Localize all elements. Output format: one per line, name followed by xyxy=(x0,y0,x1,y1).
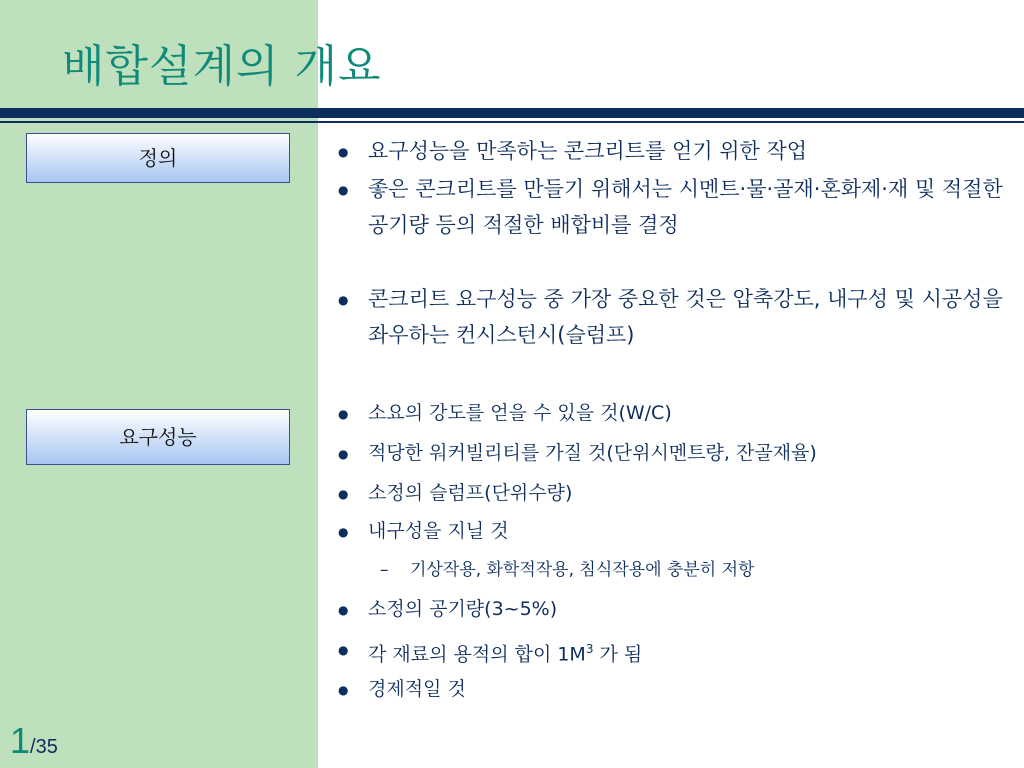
definition-bullet xyxy=(336,133,1016,169)
requirement-bullet-text: 소정의 공기량(3~5%) xyxy=(368,598,558,620)
requirement-bullet xyxy=(336,635,1016,668)
bullet-dot-icon: ● xyxy=(338,525,349,539)
requirement-bullet xyxy=(336,595,1016,623)
requirement-bullet-text: 경제적일 것 xyxy=(368,678,466,700)
requirement-bullet-text: 소정의 슬럼프(단위수량) xyxy=(368,482,573,504)
dash-icon: – xyxy=(380,560,389,580)
definition-bullet xyxy=(336,171,1016,243)
requirement-bullet xyxy=(336,517,1016,545)
sub-bullet xyxy=(380,557,980,583)
requirement-bullet-text: 적당한 워커빌리티를 가질 것(단위시멘트량, 잔골재율) xyxy=(368,442,817,464)
page-total: /35 xyxy=(30,736,58,758)
definition-bullet-text: 좋은 콘크리트를 만들기 위해서는 시멘트·물·골재·혼화제·재 및 적절한 공기량 등의 적절한 배합비를 결정 xyxy=(368,177,1003,237)
definition-bullet-text: 요구성능을 만족하는 콘크리트를 얻기 위한 작업 xyxy=(368,139,808,163)
bullet-dot-icon: ● xyxy=(338,407,349,421)
page-current: 1 xyxy=(10,720,31,761)
superscript-three: 3 xyxy=(585,642,594,656)
requirement-bullet-text: 내구성을 지닐 것 xyxy=(368,520,509,542)
bullet-dot-icon: ● xyxy=(338,603,349,617)
requirement-label-box: 요구성능 xyxy=(26,409,290,465)
slide-title: 배합설계의 개요 xyxy=(62,41,382,92)
page-number xyxy=(10,720,58,762)
volume-suffix: 가 됨 xyxy=(593,643,643,666)
definition-bullet xyxy=(336,281,1016,353)
volume-text: 각 재료의 용적의 합이 1M xyxy=(368,643,586,666)
requirement-bullet-text xyxy=(368,635,642,668)
bullet-dot-icon: ● xyxy=(338,145,349,159)
requirement-bullet-text: 소요의 강도를 얻을 수 있을 것(W/C) xyxy=(368,402,672,424)
bullet-dot-icon: ● xyxy=(338,683,349,697)
bullet-dot-icon: ● xyxy=(338,447,349,461)
sub-bullet-text: 기상작용, 화학적작용, 침식작용에 충분히 저항 xyxy=(410,560,755,580)
requirement-bullet xyxy=(336,439,1016,467)
bullet-dot-icon: ● xyxy=(338,293,349,307)
bullet-dot-icon: ● xyxy=(338,183,349,197)
bullet-dot-icon: ● xyxy=(338,487,349,501)
requirement-bullet xyxy=(336,479,1016,507)
definition-bullet-text: 콘크리트 요구성능 중 가장 중요한 것은 압축강도, 내구성 및 시공성을 좌우하는 컨시스턴시(슬럼프) xyxy=(368,287,1003,347)
title-underline-thin xyxy=(0,121,1024,123)
requirement-bullet xyxy=(336,675,1016,703)
requirement-bullet xyxy=(336,399,1016,427)
definition-label-box: 정의 xyxy=(26,133,290,183)
title-band xyxy=(0,0,1024,108)
title-underline-thick xyxy=(0,108,1024,118)
bullet-dot-icon: ● xyxy=(338,643,349,657)
